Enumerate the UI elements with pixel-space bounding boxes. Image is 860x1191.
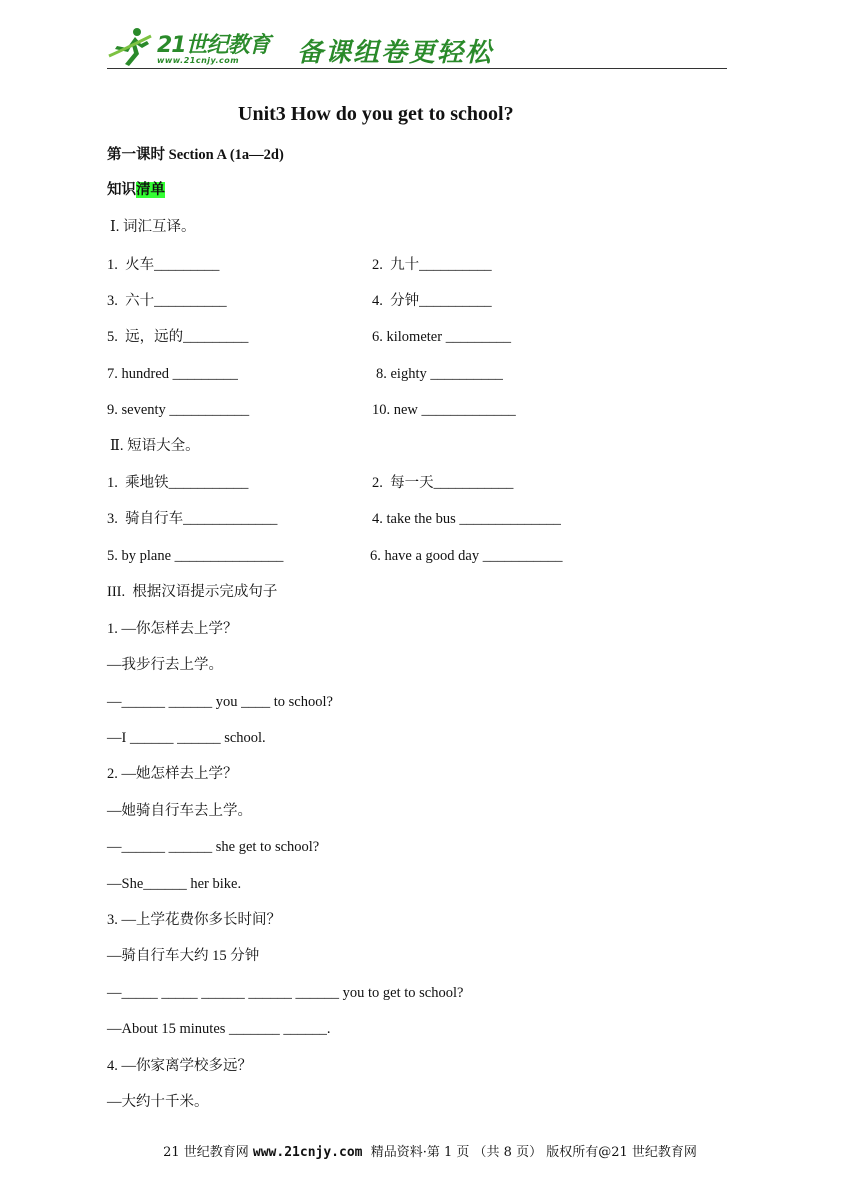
- footer-info: 精品资料·第 1 页 （共 8 页） 版权所有@21 世纪教育网: [362, 1145, 697, 1160]
- exercise-line: —她骑自行车去上学。: [107, 803, 252, 819]
- exercise-line: 4. —你家离学校多远？: [107, 1058, 252, 1074]
- exercise-line: 2. —她怎样去上学？: [107, 766, 238, 782]
- vocab-item: 3. 六十__________: [107, 293, 227, 309]
- vocab-item: 4. 分钟__________: [372, 293, 492, 309]
- phrase-item: 6. have a good day ___________: [370, 548, 563, 564]
- vocab-item: 10. new _____________: [372, 402, 516, 418]
- exercise-line: 1. —你怎样去上学？: [107, 621, 238, 637]
- knowledge-highlight: 清单: [136, 182, 165, 198]
- phrase-item: 3. 骑自行车_____________: [107, 511, 278, 527]
- exercise-line: —_____ _____ ______ ______ ______ you to get to school?: [107, 985, 464, 1001]
- vocab-item: 7. hundred _________: [107, 366, 238, 382]
- section-3-heading: III. 根据汉语提示完成句子: [107, 584, 278, 600]
- exercise-line: —I ______ ______ school.: [107, 730, 266, 746]
- logo-text: 21世纪教育: [157, 33, 270, 58]
- vocab-item: 1. 火车_________: [107, 257, 220, 273]
- exercise-line: —骑自行车大约 15 分钟: [107, 948, 260, 964]
- vocab-item: 8. eighty __________: [376, 366, 503, 382]
- page-header: [107, 26, 727, 70]
- section-1-heading: Ⅰ. 词汇互译。: [110, 219, 196, 235]
- logo: [107, 26, 287, 68]
- runner-logo-icon: [107, 26, 157, 68]
- exercise-line: —______ ______ you ____ to school?: [107, 694, 333, 710]
- vocab-item: 2. 九十__________: [372, 257, 492, 273]
- exercise-line: —About 15 minutes _______ ______.: [107, 1021, 331, 1037]
- exercise-line: —大约十千米。: [107, 1094, 209, 1110]
- vocab-item: 5. 远，远的_________: [107, 329, 249, 345]
- page-footer: [0, 1141, 860, 1160]
- phrase-item: 4. take the bus ______________: [372, 511, 561, 527]
- phrase-item: 5. by plane _______________: [107, 548, 284, 564]
- footer-url[interactable]: www.21cnjy.com: [252, 1145, 363, 1160]
- header-slogan: 备课组卷更轻松: [297, 38, 494, 68]
- footer-site: 21 世纪教育网: [163, 1145, 253, 1160]
- exercise-line: —She______ her bike.: [107, 876, 242, 892]
- logo-url: www.21cnjy.com: [157, 56, 240, 65]
- vocab-item: 9. seventy ___________: [107, 402, 250, 418]
- page-title: Unit3 How do you get to school?: [238, 103, 514, 125]
- exercise-line: —______ ______ she get to school?: [107, 839, 320, 855]
- knowledge-prefix: 知识: [107, 182, 136, 198]
- exercise-line: 3. —上学花费你多长时间？: [107, 912, 281, 928]
- exercise-line: —我步行去上学。: [107, 657, 223, 673]
- section-2-heading: Ⅱ. 短语大全。: [110, 438, 200, 454]
- vocab-item: 6. kilometer _________: [372, 329, 511, 345]
- phrase-item: 2. 每一天___________: [372, 475, 514, 491]
- phrase-item: 1. 乘地铁___________: [107, 475, 249, 491]
- lesson-heading: 第一课时 Section A (1a—2d): [107, 147, 284, 163]
- header-divider: [107, 68, 727, 69]
- knowledge-heading: [107, 183, 165, 198]
